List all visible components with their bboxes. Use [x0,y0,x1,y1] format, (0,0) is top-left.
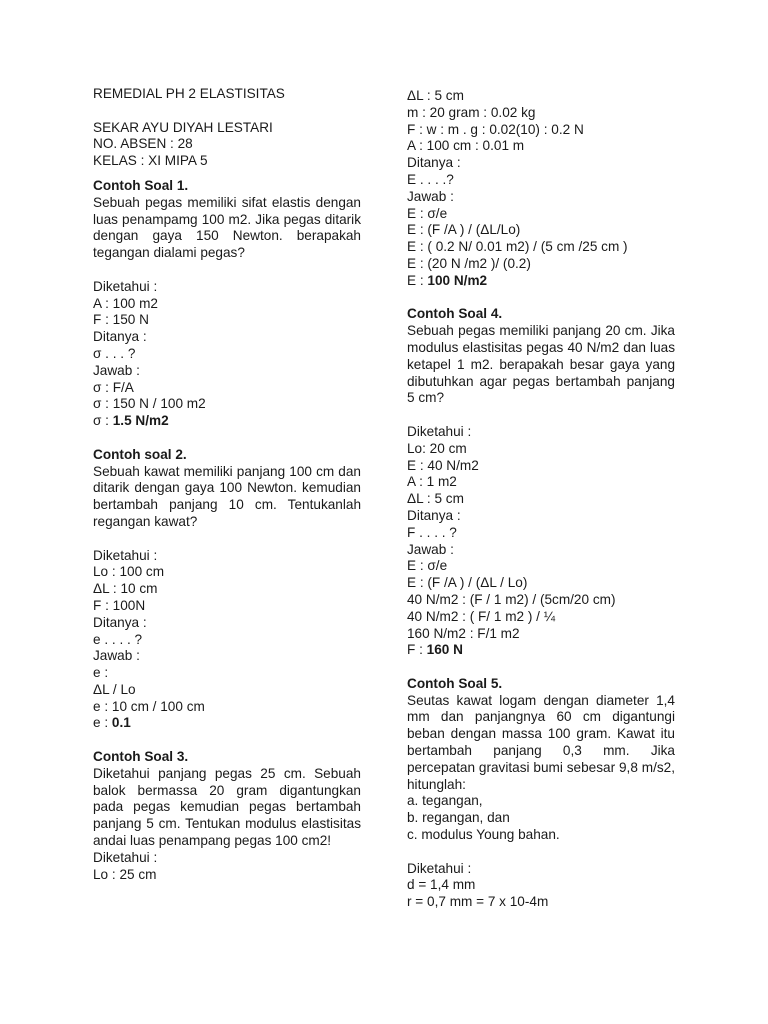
work-line: Diketahui : [407,423,472,439]
list-item: b. regangan, dan [407,810,510,826]
work-line: Diketahui : [93,547,158,563]
work-line: 40 N/m2 : ( F/ 1 m2 ) / ¼ [407,608,556,624]
soal1-answer-line [93,413,361,430]
work-line: F : w : m . g : 0.02(10) : 0.2 N [407,121,584,137]
soal1-question: Sebuah pegas memiliki sifat elastis dengan luas penampamg 100 m2. Jika pegas ditarik dengan gaya 150 Newton. berapakah tegangan dialami pegas? [93,194,361,261]
soal3-answer: 100 N/m2 [427,272,488,288]
soal1-work [93,279,361,430]
soal2-question: Sebuah kawat memiliki panjang 100 cm dan ditarik dengan gaya 100 Newton. kemudian bertambah panjang 10 cm. Tentukanlah regangan kawat? [93,463,361,529]
work-line: r = 0,7 mm = 7 x 10-4m [407,894,549,910]
work-line: σ : F/A [93,379,134,395]
student-absen: NO. ABSEN : 28 [93,136,193,152]
soal4-question: Sebuah pegas memiliki panjang 20 cm. Jika modulus elastisitas pegas 40 N/m2 dan luas ketapel 1 m2. berapakah besar gaya yang dibutuhkan agar pegas bertambah panjang 5 cm? [407,323,675,406]
work-line: E : σ/e [407,205,448,221]
answer-prefix: E : [407,272,428,288]
work-line: 40 N/m2 : (F / 1 m2) / (5cm/20 cm) [407,591,616,607]
work-line: d = 1,4 mm [407,877,476,893]
work-line: m : 20 gram : 0.02 kg [407,104,536,120]
soal5-heading: Contoh Soal 5. [407,675,503,691]
work-line: Jawab : [407,188,454,204]
student-kelas: KELAS : XI MIPA 5 [93,153,208,169]
work-line: Diketahui : [93,849,158,865]
work-line: Jawab : [407,541,454,557]
soal2-answer-line [93,715,361,732]
soal2-work [93,548,361,733]
work-line: A : 1 m2 [407,474,457,490]
document-title: REMEDIAL PH 2 ELASTISITAS [93,86,285,101]
soal5-question: Seutas kawat logam dengan diameter 1,4 mm dan panjangnya 60 cm digantungi beban dengan massa 100 gram. Kawat itu bertambah panjang 0,3 mm. Jika percepatan gravitasi bumi sebesar 9,8 m/s2, hitunglah: [407,692,675,792]
work-line: e : 10 cm / 100 cm [93,698,205,714]
work-line: ΔL : 5 cm [407,88,464,103]
work-line: e : [93,665,109,681]
soal3-heading: Contoh Soal 3. [93,749,189,765]
work-line: F : 150 N [93,312,149,328]
work-line: Lo: 20 cm [407,440,467,456]
work-line: Ditanya : [93,614,147,630]
soal2-heading: Contoh soal 2. [93,446,187,462]
soal4-answer: 160 N [426,642,463,658]
soal3-continued [407,88,675,290]
work-line: E : ( 0.2 N/ 0.01 m2) / (5 cm /25 cm ) [407,239,628,255]
soal4-work [407,424,675,659]
work-line: Diketahui : [407,860,472,876]
work-line: ΔL : 5 cm [407,491,464,507]
work-line: Diketahui : [93,278,158,294]
work-line: E : (F /A ) / (ΔL / Lo) [407,575,528,591]
soal3-answer-line [407,273,675,290]
answer-prefix: F : [407,642,427,658]
work-line: Lo : 25 cm [93,866,157,882]
soal1-heading: Contoh Soal 1. [93,177,189,193]
work-line: Lo : 100 cm [93,564,165,580]
work-line: ΔL : 10 cm [93,581,158,597]
right-column [407,88,675,911]
student-name: SEKAR AYU DIYAH LESTARI [93,119,273,135]
work-line: E : 40 N/m2 [407,457,479,473]
work-line: E : (20 N /m2 )/ (0.2) [407,255,531,271]
work-line: 160 N/m2 : F/1 m2 [407,625,520,641]
soal3-question: Diketahui panjang pegas 25 cm. Sebuah balok bermassa 20 gram digantungkan pada pegas kemudian pegas bertambah panjang 5 cm. Tentukan modulus elastisitas andai luas penampang pegas 100 cm2! [93,765,361,849]
answer-prefix: σ : [93,413,113,429]
work-line: σ : 150 N / 100 m2 [93,396,206,412]
soal4-heading: Contoh Soal 4. [407,306,503,322]
work-line: σ . . . ? [93,345,136,361]
work-line: e . . . . ? [93,631,143,647]
work-line: F : 100N [93,597,146,613]
soal2-answer: 0.1 [111,715,131,731]
work-line: E : (F /A ) / (ΔL/Lo) [407,222,521,238]
work-line: A : 100 cm : 0.01 m [407,138,525,154]
soal1-answer: 1.5 N/m2 [112,413,169,429]
work-line: Ditanya : [93,329,147,345]
work-line: Ditanya : [407,507,461,523]
work-line: Jawab : [93,648,140,664]
work-line: ΔL / Lo [93,681,136,697]
answer-prefix: e : [93,715,112,731]
work-line: F . . . . ? [407,524,457,540]
work-line: E . . . .? [407,171,454,187]
list-item: a. tegangan, [407,793,483,809]
list-item: c. modulus Young bahan. [407,827,560,843]
work-line: E : σ/e [407,558,448,574]
work-line: Ditanya : [407,155,461,171]
soal4-answer-line [407,642,675,659]
work-line: A : 100 m2 [93,295,158,311]
left-column [93,86,361,883]
work-line: Jawab : [93,362,140,378]
